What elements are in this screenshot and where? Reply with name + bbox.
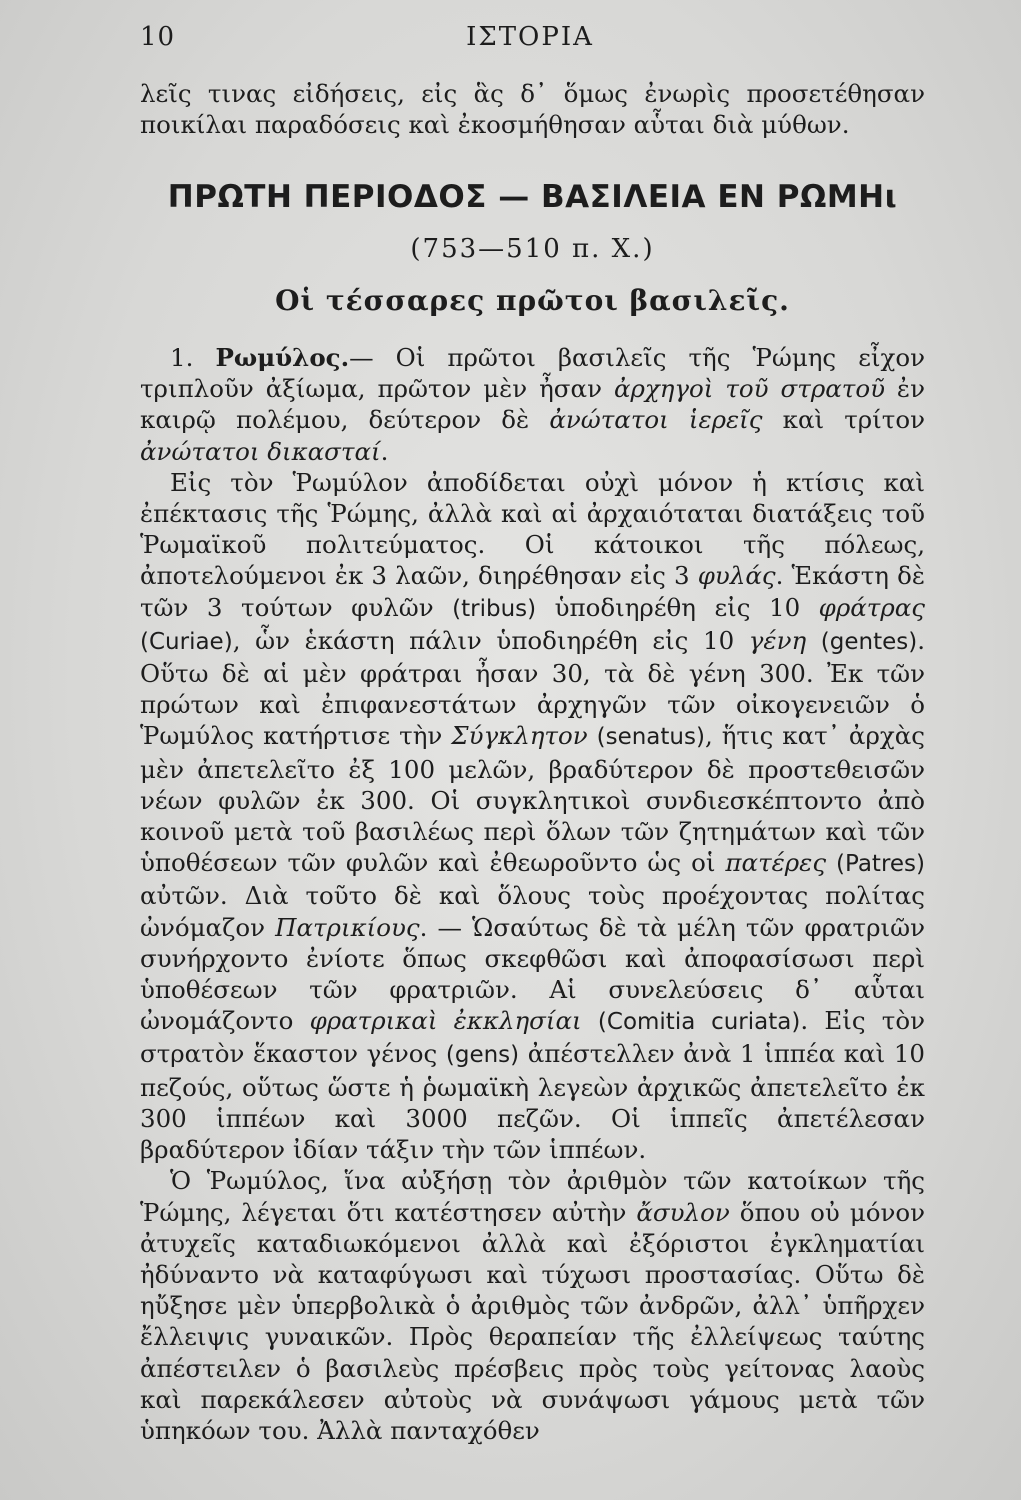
text-run: . Εἰς τὸν στρατὸν ἕκαστον γένος	[140, 1006, 926, 1069]
emphasis: ἀνώτατοι δικασταί	[140, 436, 381, 466]
text-run: ὑποδιηρέθη εἰς 10	[536, 592, 819, 622]
running-title: ΙΣΤΟΡΙΑ	[466, 22, 594, 52]
text-run: . — Ὡσαύτως δὲ τὰ μέλη τῶν φρατριῶν συνήρχοντο ἐνίοτε ὅπως σκεφθῶσι καὶ ἀποφασίσωσι περὶ ὑποθέσεων τῶν φρατριῶν. Αἱ συνελεύσεις δ᾽ αὗται ὠνομάζοντο	[140, 912, 925, 1036]
text-run: , ἥτις κατ᾽ ἀρχὰς μὲν ἀπετελεῖτο ἐξ 100 μελῶν, βραδύτερον δὲ προστεθεισῶν νέων φυλῶν ἐκ 300. Οἱ συγκλητικοὶ συνδιεσκέπτοντο ἀπὸ κοινοῦ μετὰ τοῦ βασιλέως περὶ ὅλων τῶν ζητημάτων καὶ τῶν ὑποθέσεων τῶν φυλῶν καὶ ἐθεωροῦντο ὡς οἱ	[140, 721, 925, 878]
latin-term: (gentes)	[820, 628, 918, 655]
text-run: . Ἑκάστη δὲ τῶν 3 τούτων φυλῶν	[140, 561, 925, 622]
emphasis: φυλάς	[697, 561, 776, 591]
text-run: ἐν καιρῷ πολέμου, δεύτερον δὲ	[140, 374, 925, 435]
text-run: ὅπου οὐ μόνον ἀτυχεῖς καταδιωκόμενοι ἀλλὰ καὶ ἐξόριστοι ἐγκληματίαι ἠδύναντο νὰ καταφύγωσι καὶ τύχωσι προστασίας. Οὕτω δὲ ηὔξησε μὲν ὑπερβολικὰ ὁ ἀριθμὸς τῶν ἀνδρῶν, ἀλλ᾽ ὑπῆρχεν ἔλλειψις γυναικῶν. Πρὸς θεραπείαν τῆς ἐλλείψεως ταύτης ἀπέστειλεν ὁ βασιλεὺς πρέσβεις πρὸς τοὺς γείτονας λαοὺς καὶ παρεκάλεσεν αὐτοὺς νὰ συνάψωσι γάμους μετὰ τῶν ὑπηκόων του. Ἀλλὰ πανταχόθεν	[140, 1197, 925, 1445]
page-header	[140, 22, 920, 58]
emphasis: Σύγκλητον	[451, 721, 588, 751]
paragraph-institutions	[140, 467, 925, 1165]
chapter-subtitle: Οἱ τέσσαρες πρῶτοι βασιλεῖς.	[275, 283, 790, 317]
paragraph-number: 1.	[170, 343, 194, 373]
text-run: — Οἱ πρῶτοι βασιλεῖς τῆς Ῥώμης εἶχον τριπλοῦν ἀξίωμα, πρῶτον μὲν ἦσαν	[140, 343, 925, 404]
paragraph-romulus-title	[140, 342, 925, 467]
latin-term: (Comitia curiata)	[597, 1009, 801, 1036]
page-body	[140, 78, 925, 1446]
emphasis: ἀρχηγοὶ τοῦ στρατοῦ	[613, 374, 885, 404]
date-range: (753—510 π. Χ.)	[410, 233, 655, 264]
emphasis: πατέρες	[725, 848, 827, 878]
text-run: ἀπέστελλεν ἀνὰ 1 ἱππέα καὶ 10 πεζούς, οὕτως ὥστε ἡ ῥωμαϊκὴ λεγεὼν ἀρχικῶς ἀπετελεῖτο ἐκ 300 ἱππέων καὶ 3000 πεζῶν. Οἱ ἱππεῖς ἀπετέλεσαν βραδύτερον ἰδίαν τάξιν τὴν τῶν ἱππέων.	[140, 1039, 925, 1165]
latin-term: (tribus)	[452, 595, 537, 622]
text-run: . Οὕτω δὲ αἱ μὲν φράτραι ἦσαν 30, τὰ δὲ γένη 300. Ἐκ τῶν πρώτων καὶ ἐπιφανεστάτων ἀρχηγῶν τῶν οἰκογενειῶν ὁ Ῥωμύλος κατήρτισε τὴν	[140, 625, 926, 751]
intro-paragraph: λεῖς τινας εἰδήσεις, εἰς ἃς δ᾽ ὅμως ἐνωρὶς προσετέθησαν ποικίλαι παραδόσεις καὶ ἐκοσμήθησαν αὗται διὰ μύθων.	[140, 79, 925, 140]
emphasis: Πατρικίους	[275, 912, 420, 942]
text-run: , ὧν ἑκάστη πάλιν ὑποδιηρέθη εἰς 10	[232, 625, 749, 655]
latin-term: (Curiae)	[140, 628, 233, 655]
latin-term: (Patres)	[836, 851, 925, 878]
paragraph-asylum	[140, 1165, 925, 1446]
emphasis: γένη	[748, 625, 807, 655]
text-run: Εἰς τὸν Ῥωμύλον ἀποδίδεται οὐχὶ μόνον ἡ κτίσις καὶ ἐπέκτασις τῆς Ῥώμης, ἀλλὰ καὶ αἱ ἀρχαιόταται διατάξεις τοῦ Ῥωμαϊκοῦ πολιτεύματος. Οἱ κάτοικοι τῆς πόλεως, ἀποτελούμενοι ἐκ 3 λαῶν, διηρέθησαν εἰς 3	[140, 467, 925, 591]
text-run: καὶ τρίτον	[762, 405, 925, 435]
text-run: .	[380, 436, 389, 466]
emphasis: ἀνώτατοι ἱερεῖς	[549, 405, 763, 435]
emphasis: φρατρικαὶ ἐκκλησίαι	[309, 1006, 582, 1036]
inline-heading-romulus: Ρωμύλος.	[215, 343, 350, 373]
text-run: Ὁ Ῥωμύλος, ἵνα αὐξήσῃ τὸν ἀριθμὸν τῶν κατοίκων τῆς Ῥώμης, λέγεται ὅτι κατέστησεν αὐτὴν	[140, 1166, 925, 1227]
page-number: 10	[140, 22, 176, 52]
latin-term: (senatus)	[596, 724, 705, 751]
text-run: αὐτῶν. Διὰ τοῦτο δὲ καὶ ὅλους τοὺς προέχοντας πολίτας ὠνόμαζον	[140, 881, 925, 942]
emphasis: φράτρας	[818, 592, 925, 622]
emphasis: ἄσυλον	[636, 1197, 730, 1227]
latin-term: (gens)	[445, 1042, 520, 1069]
section-title: ΠΡΩΤΗ ΠΕΡΙΟΔΟΣ — ΒΑΣΙΛΕΙΑ ΕΝ ΡΩΜΗι	[167, 179, 898, 216]
